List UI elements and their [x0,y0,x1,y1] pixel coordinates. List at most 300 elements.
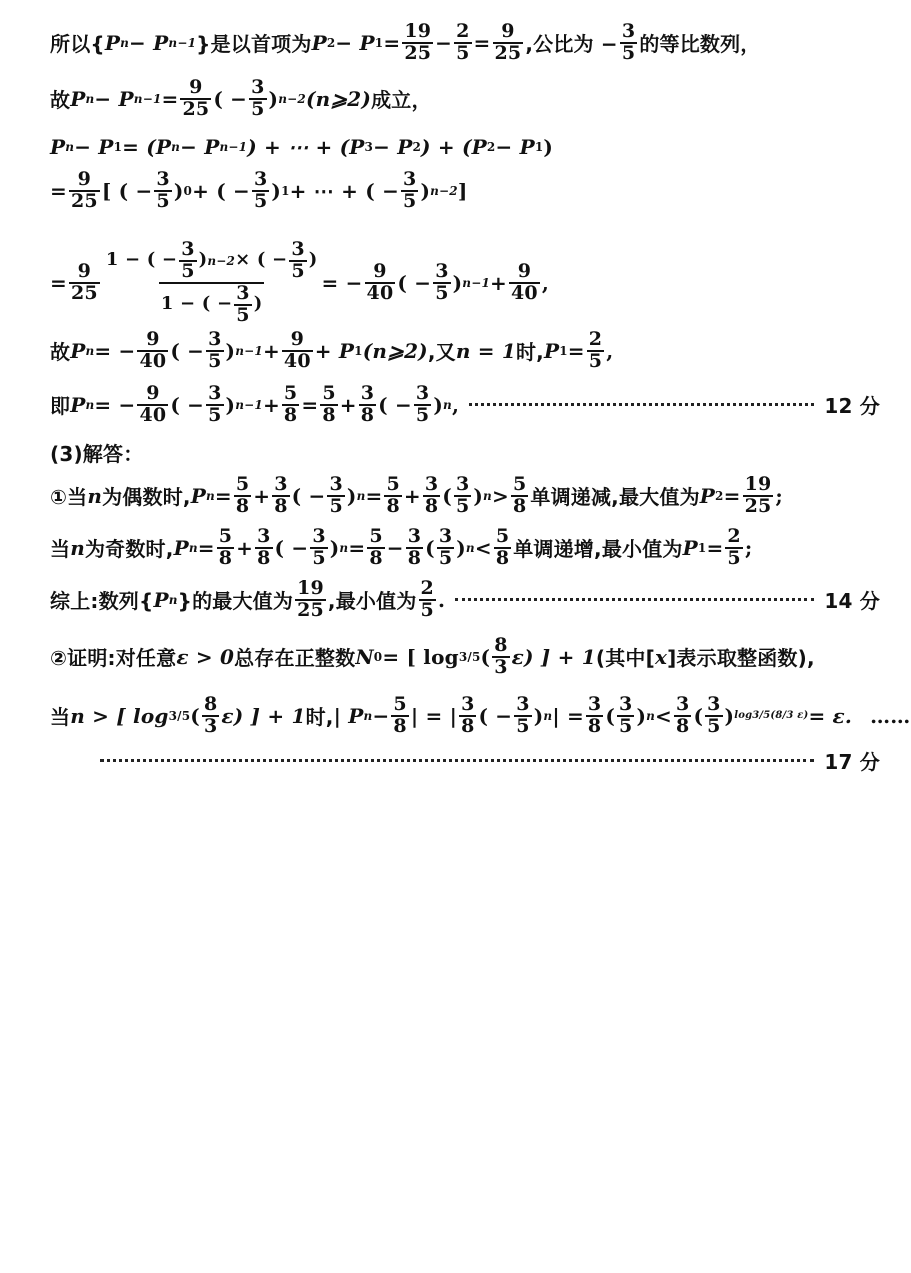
subscript: n [363,708,373,723]
subscript: n [85,343,95,358]
denominator: 25 [182,97,210,120]
denominator: 40 [139,349,167,372]
math: ( − [170,392,205,417]
denominator: 8 [257,546,271,569]
math: ) [433,392,444,417]
fraction [391,695,408,737]
math: P [682,535,698,560]
math: n > [ log [70,703,169,728]
fraction [674,695,691,737]
math: ) [329,535,340,560]
math: − P [495,135,535,159]
math: ) [173,178,184,203]
math: × ( − [235,249,288,271]
math: = − [94,338,136,363]
math: = [197,535,215,560]
math: + [236,535,254,560]
text: 故 [50,88,71,113]
math: − [435,30,453,55]
line-pn-final [50,384,880,426]
math: ] [457,178,468,203]
text: 故 [50,340,71,365]
math: = [723,483,741,508]
ellipsis: …… [870,703,911,728]
math: ( − [378,392,412,417]
exponent: n [356,488,366,503]
line-summary [50,579,880,621]
math: = − [94,392,136,417]
numerator: 5 [218,525,233,547]
fraction [492,636,509,678]
fraction [367,527,384,569]
numerator: 9 [501,20,515,42]
text: (其中[ [595,646,655,671]
math: − P [180,135,220,159]
text: 的等比数列， [639,32,761,57]
line-final-score [100,746,880,775]
numerator: 3 [360,382,375,404]
fraction [494,527,511,569]
fraction [587,330,604,372]
numerator: 5 [283,382,298,404]
fraction [154,170,171,212]
fraction [511,475,528,517]
math: P [190,483,206,508]
fraction [743,475,774,517]
math: ) [420,178,431,203]
text: ②证明:对任意 [50,646,177,671]
fraction [514,695,531,737]
numerator: 3 [156,168,170,190]
numerator: 19 [404,20,432,42]
subscript: n [85,397,95,412]
math: + ( − [192,178,250,203]
denominator: 8 [360,403,375,426]
math: − [372,703,390,728]
numerator: 3 [438,525,453,547]
subscript: 1 [534,140,544,154]
math: 1 − ( − [160,293,233,315]
denominator: 3 [494,655,508,678]
numerator: 3 [274,473,288,495]
fraction [433,259,450,304]
math: ) [253,293,263,315]
fraction [255,527,272,569]
numerator: 3 [407,525,422,547]
math: ) [225,392,236,417]
subscript: 1 [374,35,384,50]
numerator: 3 [257,525,271,547]
fraction [705,695,722,737]
fraction [206,384,223,426]
denominator: 5 [329,494,343,517]
math: ( − [478,703,513,728]
denominator: 25 [70,189,98,212]
numerator: 9 [189,76,203,98]
text: 时, [515,340,544,365]
line-telescoping-sum [50,135,880,159]
numerator: 2 [420,577,434,599]
numerator: 3 [208,328,222,350]
numerator: 3 [251,76,265,98]
numerator: 8 [494,634,508,656]
text: 单调递增,最小值为 [513,537,683,562]
denominator: 8 [322,403,336,426]
exponent: n [443,397,452,412]
line-proof-inequality [50,693,911,737]
math: + [262,392,280,417]
numerator: 3 [461,693,475,715]
fraction [252,170,269,212]
fraction [202,695,219,737]
text: 当 [50,705,71,730]
math: | = | [410,703,458,728]
math: + P [314,338,355,363]
math: = ε. [808,703,853,728]
denominator: 8 [393,714,407,737]
denominator: 5 [420,598,434,621]
denominator: 5 [403,189,417,212]
numerator: 8 [203,693,218,715]
math: = − [321,270,363,295]
denominator: 40 [510,281,538,304]
denominator: 8 [424,494,439,517]
math: P [70,392,86,417]
math: > [491,483,509,508]
denominator: 5 [291,259,305,282]
exponent: n−1 [235,343,263,358]
denominator: 3 [203,714,218,737]
fraction [402,22,433,64]
denominator: 8 [235,494,250,517]
subscript: n [65,140,75,154]
fraction [180,78,211,120]
fraction [282,384,299,426]
math: = [567,338,585,363]
math: ) [533,703,544,728]
fraction [206,330,223,372]
text: 即 [50,394,71,419]
math: P [311,30,327,55]
fraction [406,527,423,569]
denominator [159,282,265,326]
numerator: 5 [495,525,510,547]
subscript: n [188,540,198,555]
text: ,公比为 − [525,32,618,57]
numerator: 3 [312,525,326,547]
numerator: 2 [588,328,603,350]
denominator: 8 [407,546,422,569]
denominator: 5 [438,546,453,569]
math: ) [543,135,554,159]
math: (n⩾2) [362,338,428,363]
text: 时, [305,705,334,730]
denominator: 5 [156,189,170,212]
denominator: 25 [404,41,432,64]
math: P [543,338,560,363]
fraction [454,22,471,64]
math: n = 1 [455,338,516,363]
math: = [161,86,179,111]
denominator: 5 [236,303,250,326]
math: 1 − ( − [105,249,178,271]
numerator: 3 [253,168,268,190]
fraction [249,78,266,120]
numerator: 9 [517,259,532,282]
math: ε) ] + 1 [511,644,596,669]
denominator: 8 [283,403,298,426]
denominator: 40 [139,403,167,426]
numerator: 9 [146,328,160,350]
numerator: 9 [290,328,305,350]
numerator: 3 [329,473,343,495]
numerator: 3 [707,693,721,715]
fraction [365,259,396,304]
denominator: 40 [283,349,311,372]
numerator: 2 [727,525,741,547]
text: ]表示取整函数), [667,646,815,671]
math: ( [480,644,491,669]
text: ,又 [427,340,456,365]
numerator: 9 [373,259,387,282]
math: − P [94,86,134,111]
denominator: 8 [386,494,400,517]
math: − P [373,135,413,159]
math: = (P [122,135,172,159]
math: , [451,392,460,417]
exponent: 1 [281,183,290,198]
line-odd-case [50,527,880,569]
fraction [272,475,289,517]
math: (n⩾2) [305,86,372,111]
subscript: n [205,488,215,503]
exponent: n [465,540,475,555]
math: ) [452,270,463,295]
denominator: 8 [274,494,288,517]
denominator: 8 [676,714,690,737]
math: P [70,86,86,111]
fraction [359,384,376,426]
line-proof-statement [50,636,880,678]
denominator: 5 [456,41,470,64]
math: < [655,703,673,728]
denominator: 5 [251,97,265,120]
fraction [289,240,306,282]
denominator: 5 [707,714,721,737]
math: = [365,483,383,508]
denominator: 25 [494,41,522,64]
math: P [153,587,169,612]
fraction [234,475,251,517]
denominator: 5 [727,546,741,569]
denominator: 25 [297,598,324,621]
math: ( [190,703,200,728]
math: ( [442,483,452,508]
numerator [104,240,320,282]
numerator: 3 [619,693,633,715]
score-label: 17 分 [824,750,880,774]
math: ) [198,249,208,271]
math: ( − [170,338,205,363]
math: = [50,178,67,203]
subscript: n [120,35,130,50]
subscript: 3/5 [458,649,481,664]
exponent: n−2 [278,91,306,106]
math: ( − [291,483,326,508]
fraction [69,259,100,304]
fraction [414,384,431,426]
subscript: 1 [354,343,363,358]
math: ( [425,535,435,560]
fraction [295,579,326,621]
numerator: 9 [77,168,92,190]
numerator: 3 [435,259,449,282]
math: + [253,483,271,508]
denominator: 25 [70,281,98,304]
math: x [654,644,668,669]
numerator: 5 [393,693,407,715]
math: [ ( − [101,178,153,203]
subscript: 3 [364,140,374,154]
fraction [509,259,540,304]
subscript: 1 [113,140,123,154]
text: }是以首项为 [196,32,312,57]
math: N [355,644,374,669]
subscript: n [171,140,181,154]
denominator: 8 [369,546,383,569]
fraction [401,170,418,212]
numerator: 5 [322,382,336,404]
text: 成立， [371,88,432,113]
math: − P [74,135,114,159]
denominator: 5 [516,714,530,737]
math: + [262,338,280,363]
subscript: 2 [326,35,336,50]
math: ) [636,703,647,728]
math: = [383,30,401,55]
numerator: 2 [456,20,470,42]
numerator: 3 [587,693,602,715]
math: P [70,338,86,363]
numerator: 3 [415,382,430,404]
math: ) [346,483,357,508]
numerator: 3 [676,693,690,715]
exponent: log3/5(8/3 ε) [734,710,809,722]
denominator: 40 [366,281,394,304]
numerator: 3 [291,238,305,260]
denominator: 5 [181,259,195,282]
fraction [493,22,524,64]
numerator: 5 [235,473,250,495]
math: = [ log [382,644,459,669]
math: + [339,392,357,417]
math: P [173,535,189,560]
math: ) + ⋯ + (P [247,135,365,159]
numerator: 5 [512,473,527,495]
math: ; [775,483,783,508]
numerator: 19 [297,577,324,599]
math: , [541,270,549,295]
math: ) [225,338,236,363]
line-difference-formula [50,78,880,120]
fraction [620,22,637,64]
line-series-sum-result [50,240,880,326]
subscript: 3/5 [168,708,191,723]
numerator: 3 [181,238,195,260]
math: + ⋯ + ( − [289,178,400,203]
fraction [617,695,634,737]
math: ; [744,535,753,560]
fraction [320,384,337,426]
fraction [137,330,168,372]
numerator: 5 [386,473,400,495]
math: ( − [213,86,248,111]
math: = [706,535,724,560]
denominator: 5 [253,189,268,212]
math: ) [473,483,484,508]
denominator: 8 [461,714,475,737]
text: }的最大值为 [177,589,294,614]
fraction [384,475,401,517]
denominator: 5 [588,349,603,372]
denominator: 5 [619,714,633,737]
denominator: 25 [744,494,772,517]
fraction [217,527,234,569]
math: n [87,483,103,508]
numerator: 19 [744,473,772,495]
denominator: 5 [208,403,222,426]
part-heading: (3)解答： [50,442,144,466]
subscript: n [168,592,178,607]
subscript: 0 [373,649,383,664]
fraction [725,527,742,569]
numerator: 9 [146,382,160,404]
fraction [454,475,471,517]
fraction [419,579,436,621]
math: = [214,483,232,508]
numerator: 3 [455,473,470,495]
math: , [606,338,614,363]
math: ( − [397,270,432,295]
fraction [423,475,440,517]
denominator: 5 [455,494,470,517]
numerator: 3 [403,168,417,190]
math: + [490,270,507,295]
fraction [179,240,196,282]
line-part3-heading [50,438,880,467]
line-geometric-sequence-intro [50,22,880,64]
denominator: 5 [435,281,449,304]
denominator: 5 [415,403,430,426]
math: | P [333,703,364,728]
fraction [459,695,476,737]
text: ,最小值为 [327,589,417,614]
numerator: 3 [208,382,222,404]
text: 当 [50,537,71,562]
math: − P [129,30,169,55]
math: ε > 0 [176,644,235,669]
subscript: 1 [559,343,568,358]
exponent: 0 [183,183,193,198]
exponent: n [483,488,492,503]
numerator: 5 [369,525,383,547]
math: ) [308,249,318,271]
denominator: 8 [218,546,233,569]
compound-fraction [104,240,320,326]
math: ( [605,703,616,728]
fraction [234,281,251,326]
denominator: 8 [495,546,510,569]
